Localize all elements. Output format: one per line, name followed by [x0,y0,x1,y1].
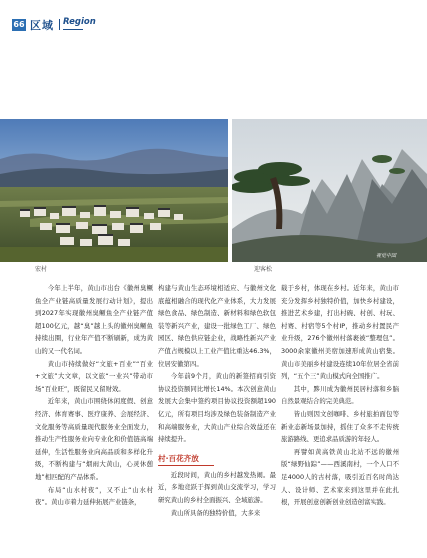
section-title-en: Region [63,17,96,27]
paragraph: 构建与黄山生态环境相适应、与徽州文化底蕴相融合的现代化产业体系，大力发展绿色食品、绿色制造、新材料和绿色软包装等新兴产业，建设一批绿色工厂、绿色园区、绿色供应链企业，战略性新兴产业产值占规模以上工业产值比重达46.3%，位居安徽第四。 [158,284,276,368]
section-divider [59,19,60,30]
article-column-1 [35,282,153,509]
paragraph: 再譬如黄高铁黄山北站不远的徽州版“绿野仙踪”——西溪南村，一个人口不足4000人的古村落，吸引近百名时尚达人、设计师、艺术家来到这里并在此扎根，开展创意创新创业创造创富实践。 [281,447,399,507]
section-heading-rule [158,465,214,466]
paragraph: 近年来，黄山市围绕休闲度假、创意经济、体育赛事、医疗康养、会展经济、文化服务等高质量现代服务业全面发力，推动生产性服务业向专业化和价值链高端延伸，生活性服务业向高品质和多样化升级，不断构建与“烟雨大黄山，心灵休憩地”相匹配的产品体系。 [35,397,153,481]
photo-caption-right: 迎客松 [254,266,273,273]
section-heading [158,453,276,466]
paragraph: 其中，黟川成为徽州民居村落和乡脑自然景观结合的完美典范。 [281,384,399,406]
article-column-2 [158,282,276,519]
paragraph: 黄山所具备的独特价值，大多来 [170,508,261,517]
paragraph: 载于乡村，体现在乡村。近年来，黄山市充分发挥乡村独特价值，加快乡村建设，推进艺术乡建，打出村碗、村创、村玩、村赛、村宿等5个村IP，推动乡村置民产业升级，276个徽州村落裹被“整理包”。3000余家徽州美宿加速形成黄山宿集。黄山市美丽乡村建设连续10年位居全省前列，“五个三”黄山模式向全国推广。 [281,284,399,381]
page-header [0,0,427,34]
paragraph: 黄山市持续做好“文旅+百业”“百业+文旅”大文章，以文旅“一业兴”带动市场“百业旺”，既留民又留财效。 [35,359,153,393]
section-heading-text: 村·百花齐放 [158,453,199,463]
section-title: 区域 [30,19,54,32]
paragraph: 皆山则因文创咖啡、乡村旅拍面包等新业态新场景加持，摇住了众多不走传统旅游路线、更追求品质游的年轻人。 [281,409,399,444]
paragraph: 今年前9个月，黄山的新签招商引资协议投资额同比增长14%。本次创意黄山发展大会集中签约项目协议投资额超190亿元，所有项目均涉及绿色装备制造产业和高端服务业，大黄山产业综合效益还在持续提升。 [158,372,276,444]
page-number: 66 [13,20,25,29]
paragraph: 今年上半年，黄山市出台《徽州臭鳜鱼全产业链高质量发展行动计划》，提出到2027年实现徽州臭鳜鱼全产业链产值超100亿元，越“臭”越上头的徽州臭鳜鱼持续出圈，行业年产值不断刷新，成为黄山的又一代名词。 [35,284,153,355]
paragraph: 布局“山水村夜”，又不止“山水村夜”。黄山市着力延伸拓展产业链条， [35,485,153,507]
section-underline [63,29,83,30]
photo-welcoming-pine [232,119,427,262]
article-column-3 [281,282,399,509]
paragraph: 近段时间，黄山的乡村越发热闹。最近，多地竞跃于挥到黄山交流学习，学习研究黄山的乡村全面振兴、全域旅游。 [158,470,276,504]
photo-hongcun [0,119,228,262]
photo-stamp: 视觉中国 [376,253,397,259]
photo-caption-left: 宏村 [35,266,48,273]
